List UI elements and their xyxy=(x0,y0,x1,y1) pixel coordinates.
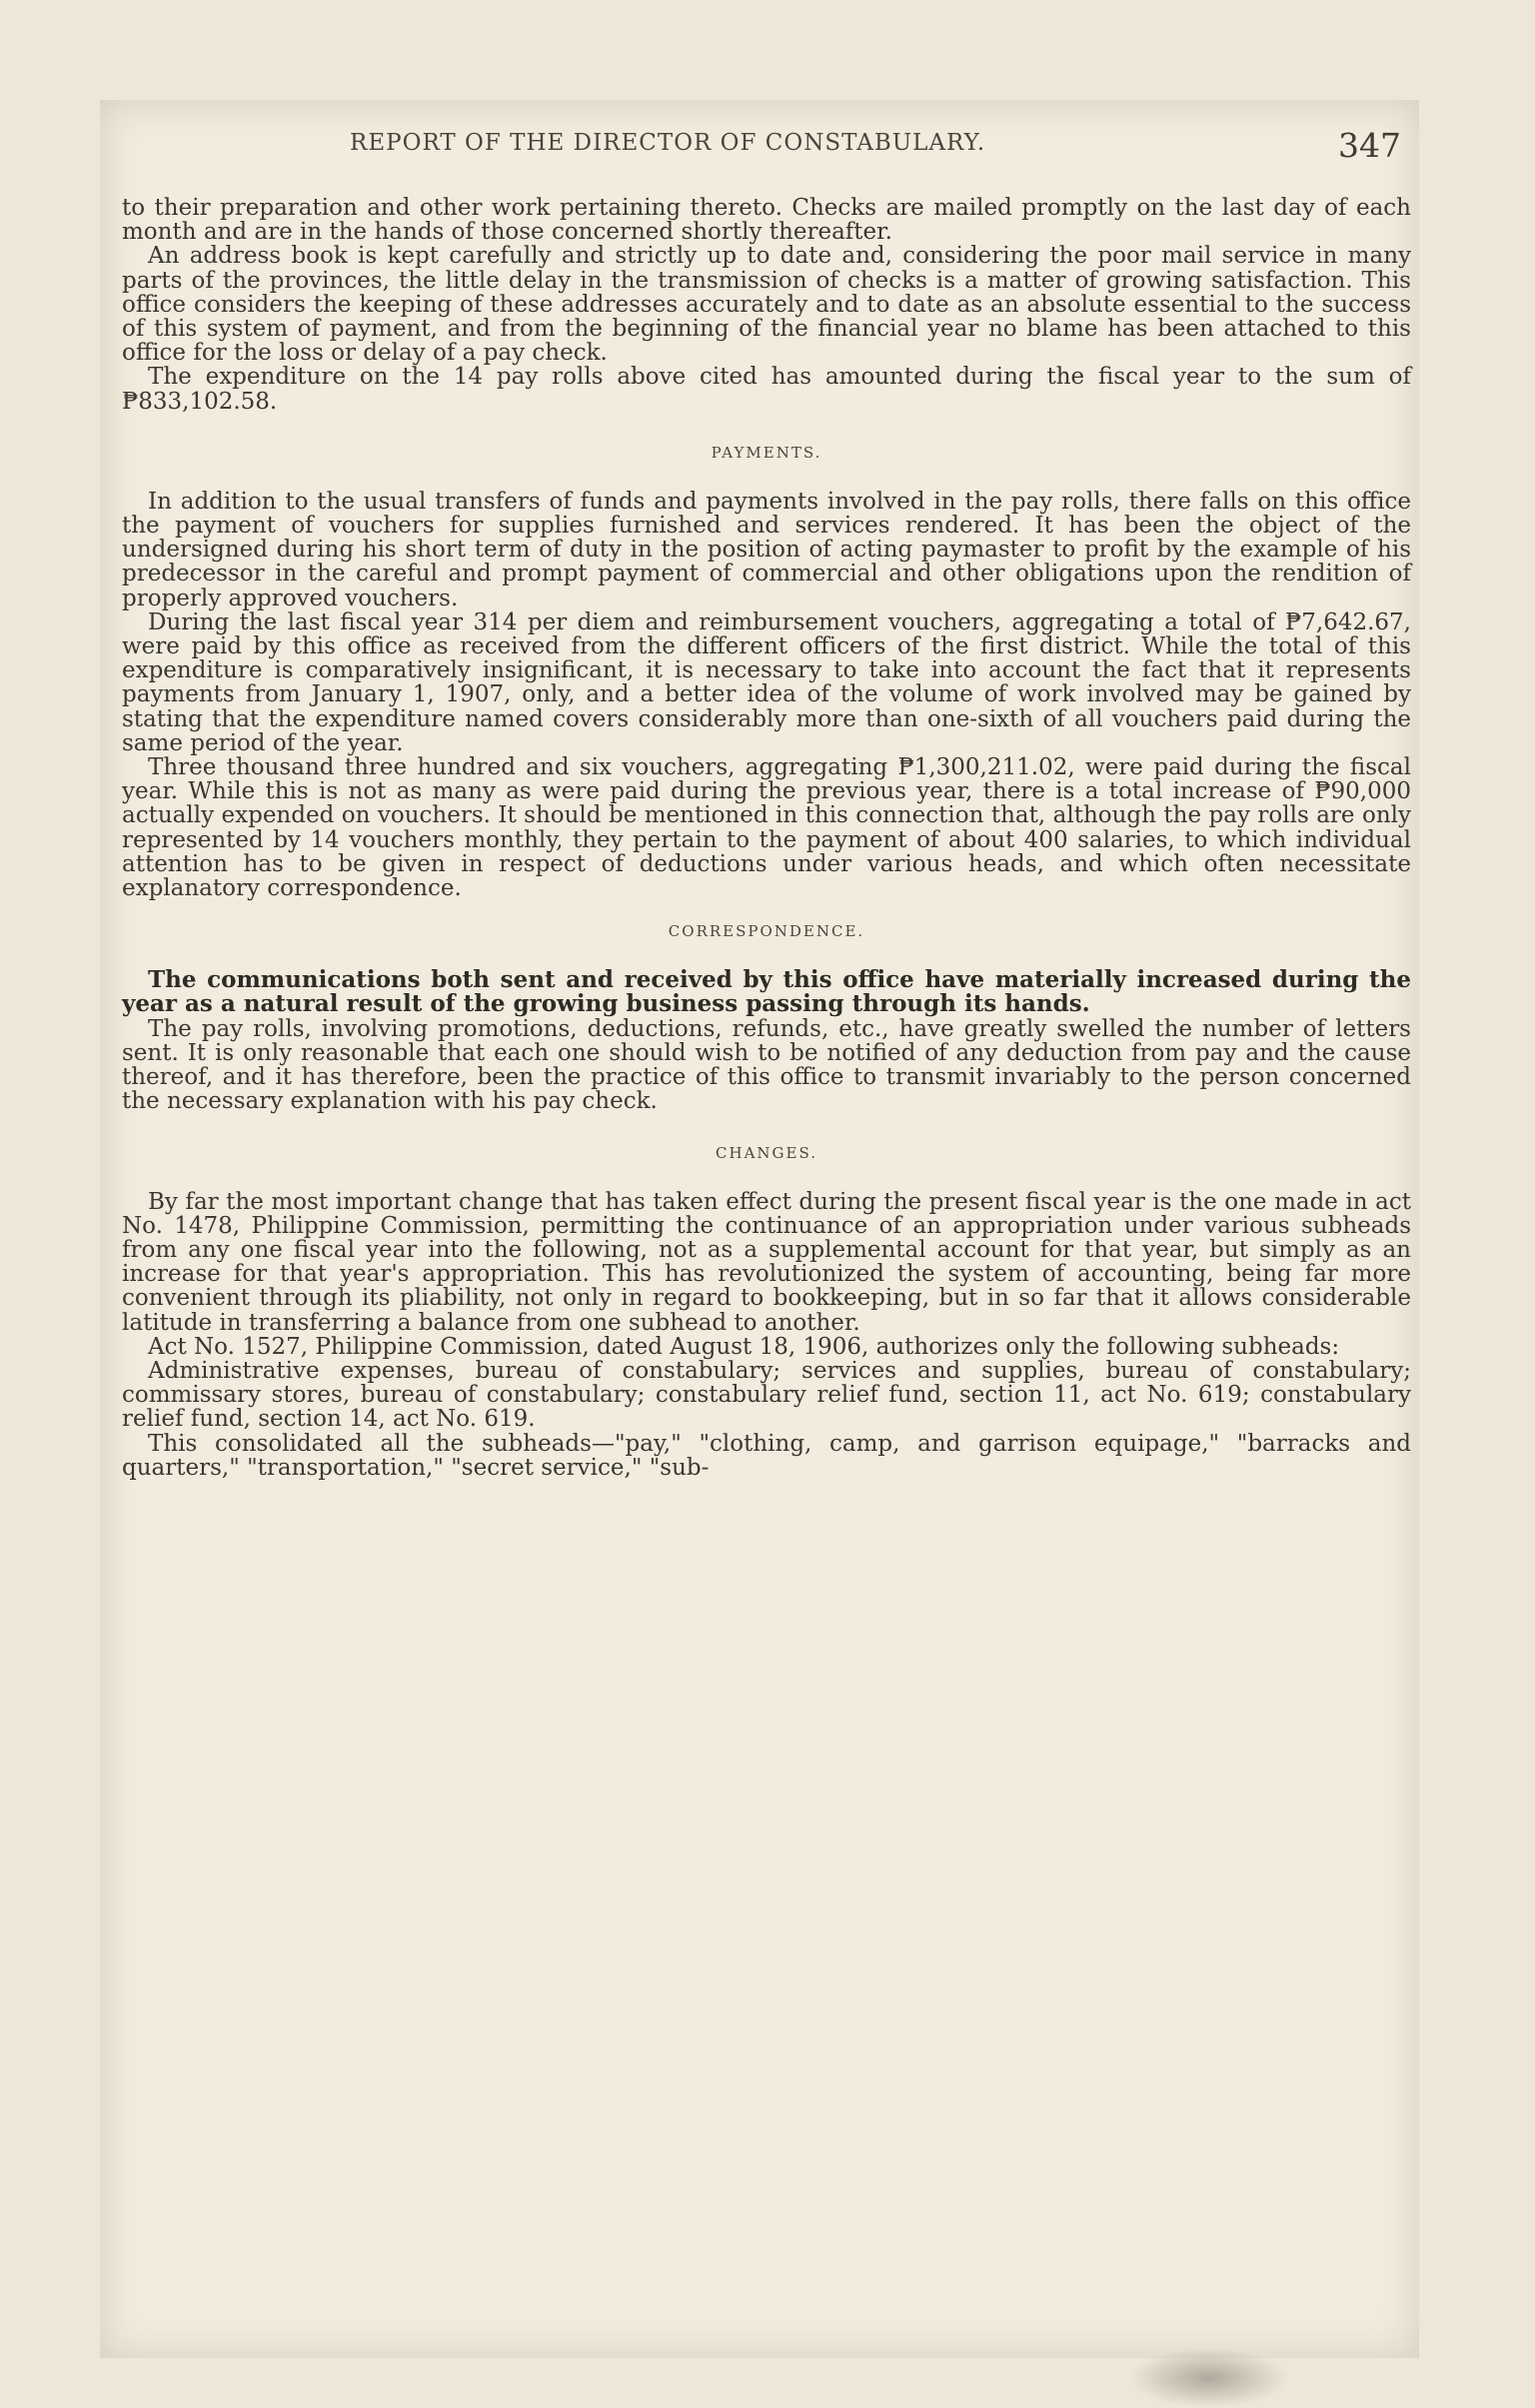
section-heading-payments: PAYMENTS. xyxy=(711,443,822,462)
paragraph: This consolidated all the subheads—"pay," "clothing, camp, and garrison equipage," "barracks and quarters," "transportation," "secret service," "sub- xyxy=(122,1430,1411,1481)
body-text xyxy=(122,196,1411,1480)
paragraph: The pay rolls, involving promotions, deductions, refunds, etc., have greatly swelled the number of letters sent. It is only reasonable that each one should wish to be notified of any deduction from pay and the cause thereof, and it has therefore, been the practice of this office to transmit invariably to the person concerned the necessary explanation with his pay check. xyxy=(122,1015,1411,1115)
page-header xyxy=(110,120,1419,170)
paragraph: Act No. 1527, Philippine Commission, dated August 18, 1906, authorizes only the following subheads: xyxy=(148,1333,1340,1360)
scan-smudge xyxy=(1129,2348,1289,2408)
paragraph: The communications both sent and received by this office have materially increased during the year as a natural result of the growing business passing through its hands. xyxy=(122,966,1411,1018)
paragraph: Three thousand three hundred and six vouchers, aggregating ₱1,300,211.02, were paid during the fiscal year. While this is not as many as were paid during the previous year, there is a total increase of ₱90,000 actually expended on vouchers. It should be mentioned in this connection that, although the pay rolls are only represented by 14 vouchers monthly, they pertain to the payment of about 400 salaries, to which individual attention has to be given in respect of deductions under various heads, and which often necessitate explanatory correspondence. xyxy=(122,754,1411,902)
document-page xyxy=(100,100,1419,2358)
paragraph: An address book is kept carefully and strictly up to date and, considering the poor mail service in many parts of the provinces, the little delay in the transmission of checks is a matter of growing satisfaction. This office considers the keeping of these addresses accurately and to date as an absolute essential to the success of this system of payment, and from the beginning of the financial year no blame has been attached to this office for the loss or delay of a pay check. xyxy=(122,243,1411,367)
paragraph: During the last fiscal year 314 per diem and reimbursement vouchers, aggregating a total of ₱7,642.67, were paid by this office as received from the different officers of the first district. While the total of this expenditure is comparatively insignificant, it is necessary to take into account the fact that it represents payments from January 1, 1907, only, and a better idea of the volume of work involved may be gained by stating that the expenditure named covers considerably more than one-sixth of all vouchers paid during the same period of the year. xyxy=(122,608,1411,756)
page-number: 347 xyxy=(1338,126,1401,165)
paragraph: to their preparation and other work pertaining thereto. Checks are mailed promptly on the last day of each month and are in the hands of those concerned shortly thereafter. xyxy=(122,195,1411,246)
paragraph: By far the most important change that has taken effect during the present fiscal year is the one made in act No. 1478, Philippine Commission, permitting the continuance of an appropriation under various subheads from any one fiscal year into the following, not as a supplemental account for that year, but simply as an increase for that year's appropriation. This has revolutionized the system of accounting, being far more convenient through its pliability, not only in regard to bookkeeping, but in so far that it allows considerable latitude in transferring a balance from one subhead to another. xyxy=(122,1188,1411,1336)
section-heading-changes: CHANGES. xyxy=(716,1143,817,1162)
running-title: REPORT OF THE DIRECTOR OF CONSTABULARY. xyxy=(350,130,986,156)
paragraph: The expenditure on the 14 pay rolls above cited has amounted during the fiscal year to the sum of ₱833,102.58. xyxy=(122,364,1411,415)
paragraph: Administrative expenses, bureau of constabulary; services and supplies, bureau of constabulary; commissary stores, bureau of constabulary; constabulary relief fund, section 11, act No. 619; constabulary relief fund, section 14, act No. 619. xyxy=(122,1357,1411,1433)
section-heading-correspondence: CORRESPONDENCE. xyxy=(668,922,865,941)
paragraph: In addition to the usual transfers of funds and payments involved in the pay rolls, there falls on this office the payment of vouchers for supplies furnished and services rendered. It has been the object of the undersigned during his short term of duty in the position of acting paymaster to profit by the example of his predecessor in the careful and prompt payment of commercial and other obligations upon the rendition of properly approved vouchers. xyxy=(122,488,1411,611)
